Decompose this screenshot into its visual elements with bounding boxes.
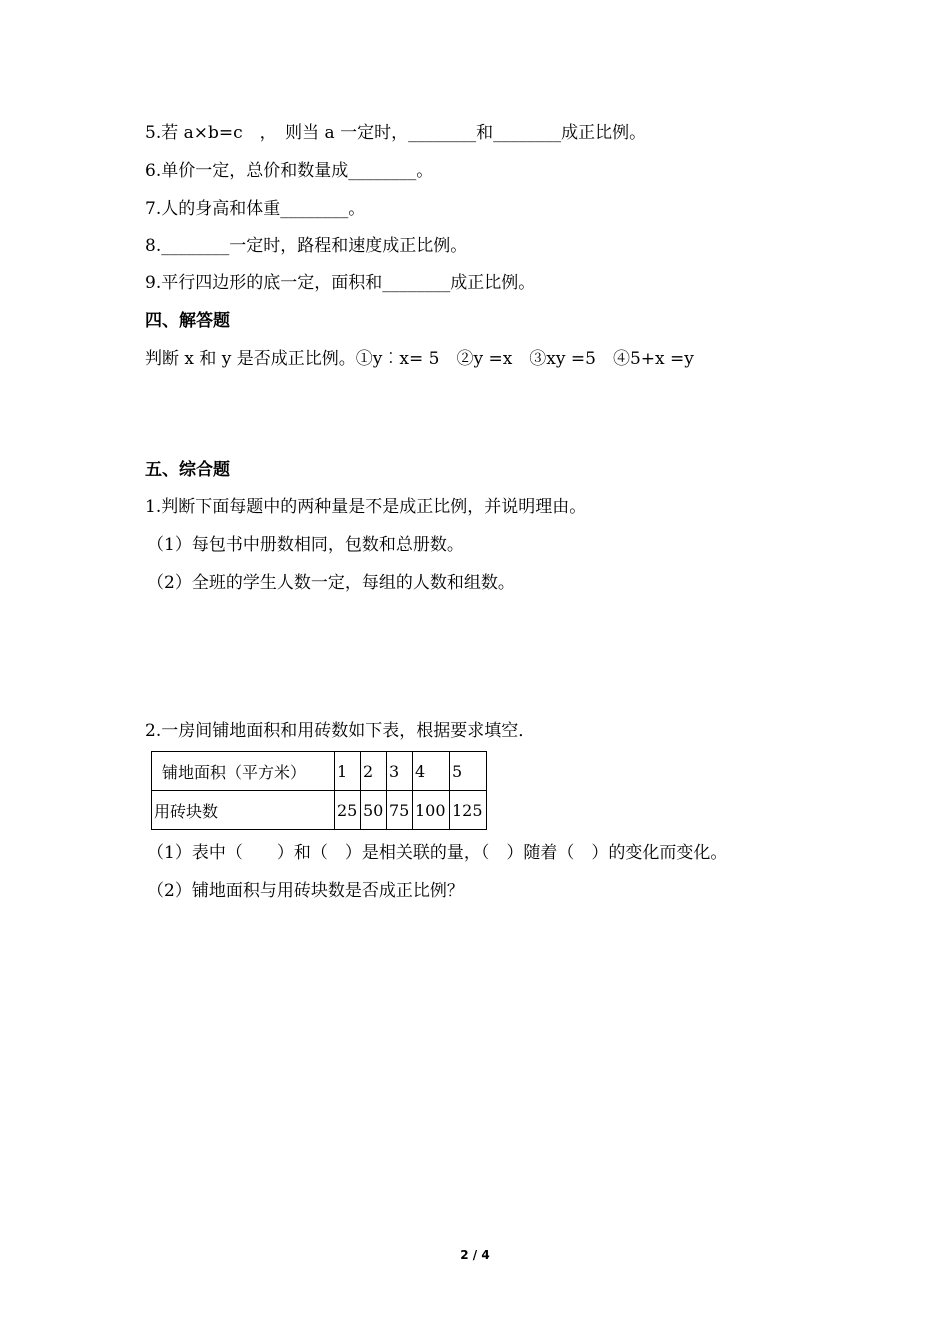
table-cell: 2 (361, 752, 387, 791)
table-cell: 100 (413, 791, 450, 830)
section-5-q2-part1: （1）表中（ ）和（ ）是相关联的量，（ ）随着（ ）的变化而变化。 (147, 843, 728, 863)
table-cell: 50 (361, 791, 387, 830)
section-5-heading: 五、综合题 (145, 460, 230, 480)
table-row-label: 铺地面积（平方米） (152, 752, 335, 791)
section-4-heading: 四、解答题 (145, 311, 230, 331)
section-5-q1-part2: （2）全班的学生人数一定，每组的人数和组数。 (147, 573, 515, 593)
table-cell: 5 (450, 752, 487, 791)
table-cell: 1 (335, 752, 361, 791)
table-cell: 3 (387, 752, 413, 791)
section-5-q1-stem: 1.判断下面每题中的两种量是不是成正比例，并说明理由。 (145, 497, 587, 517)
question-9: 9.平行四边形的底一定，面积和________成正比例。 (145, 273, 536, 293)
question-5: 5.若 a×b=c ， 则当 a 一定时，________和________成正比例。 (145, 123, 647, 143)
table-cell: 75 (387, 791, 413, 830)
page-number: 2 / 4 (460, 1248, 490, 1262)
area-bricks-table (151, 751, 487, 830)
question-7: 7.人的身高和体重________。 (145, 199, 366, 219)
question-6: 6.单价一定，总价和数量成________。 (145, 161, 434, 181)
table-row (152, 791, 487, 830)
table-cell: 4 (413, 752, 450, 791)
table-row-label: 用砖块数 (152, 791, 335, 830)
question-8: 8.________一定时，路程和速度成正比例。 (145, 236, 468, 256)
section-5-q2-part2: （2）铺地面积与用砖块数是否成正比例？ (147, 881, 464, 901)
section-4-question: 判断 x 和 y 是否成正比例。①y︰x= 5 ②y =x ③xy =5 ④5+x =y (145, 349, 694, 369)
table-cell: 25 (335, 791, 361, 830)
table-cell: 125 (450, 791, 487, 830)
table-row (152, 752, 487, 791)
section-5-q1-part1: （1）每包书中册数相同，包数和总册数。 (147, 535, 464, 555)
section-5-q2-stem: 2.一房间铺地面积和用砖数如下表，根据要求填空． (145, 721, 536, 741)
